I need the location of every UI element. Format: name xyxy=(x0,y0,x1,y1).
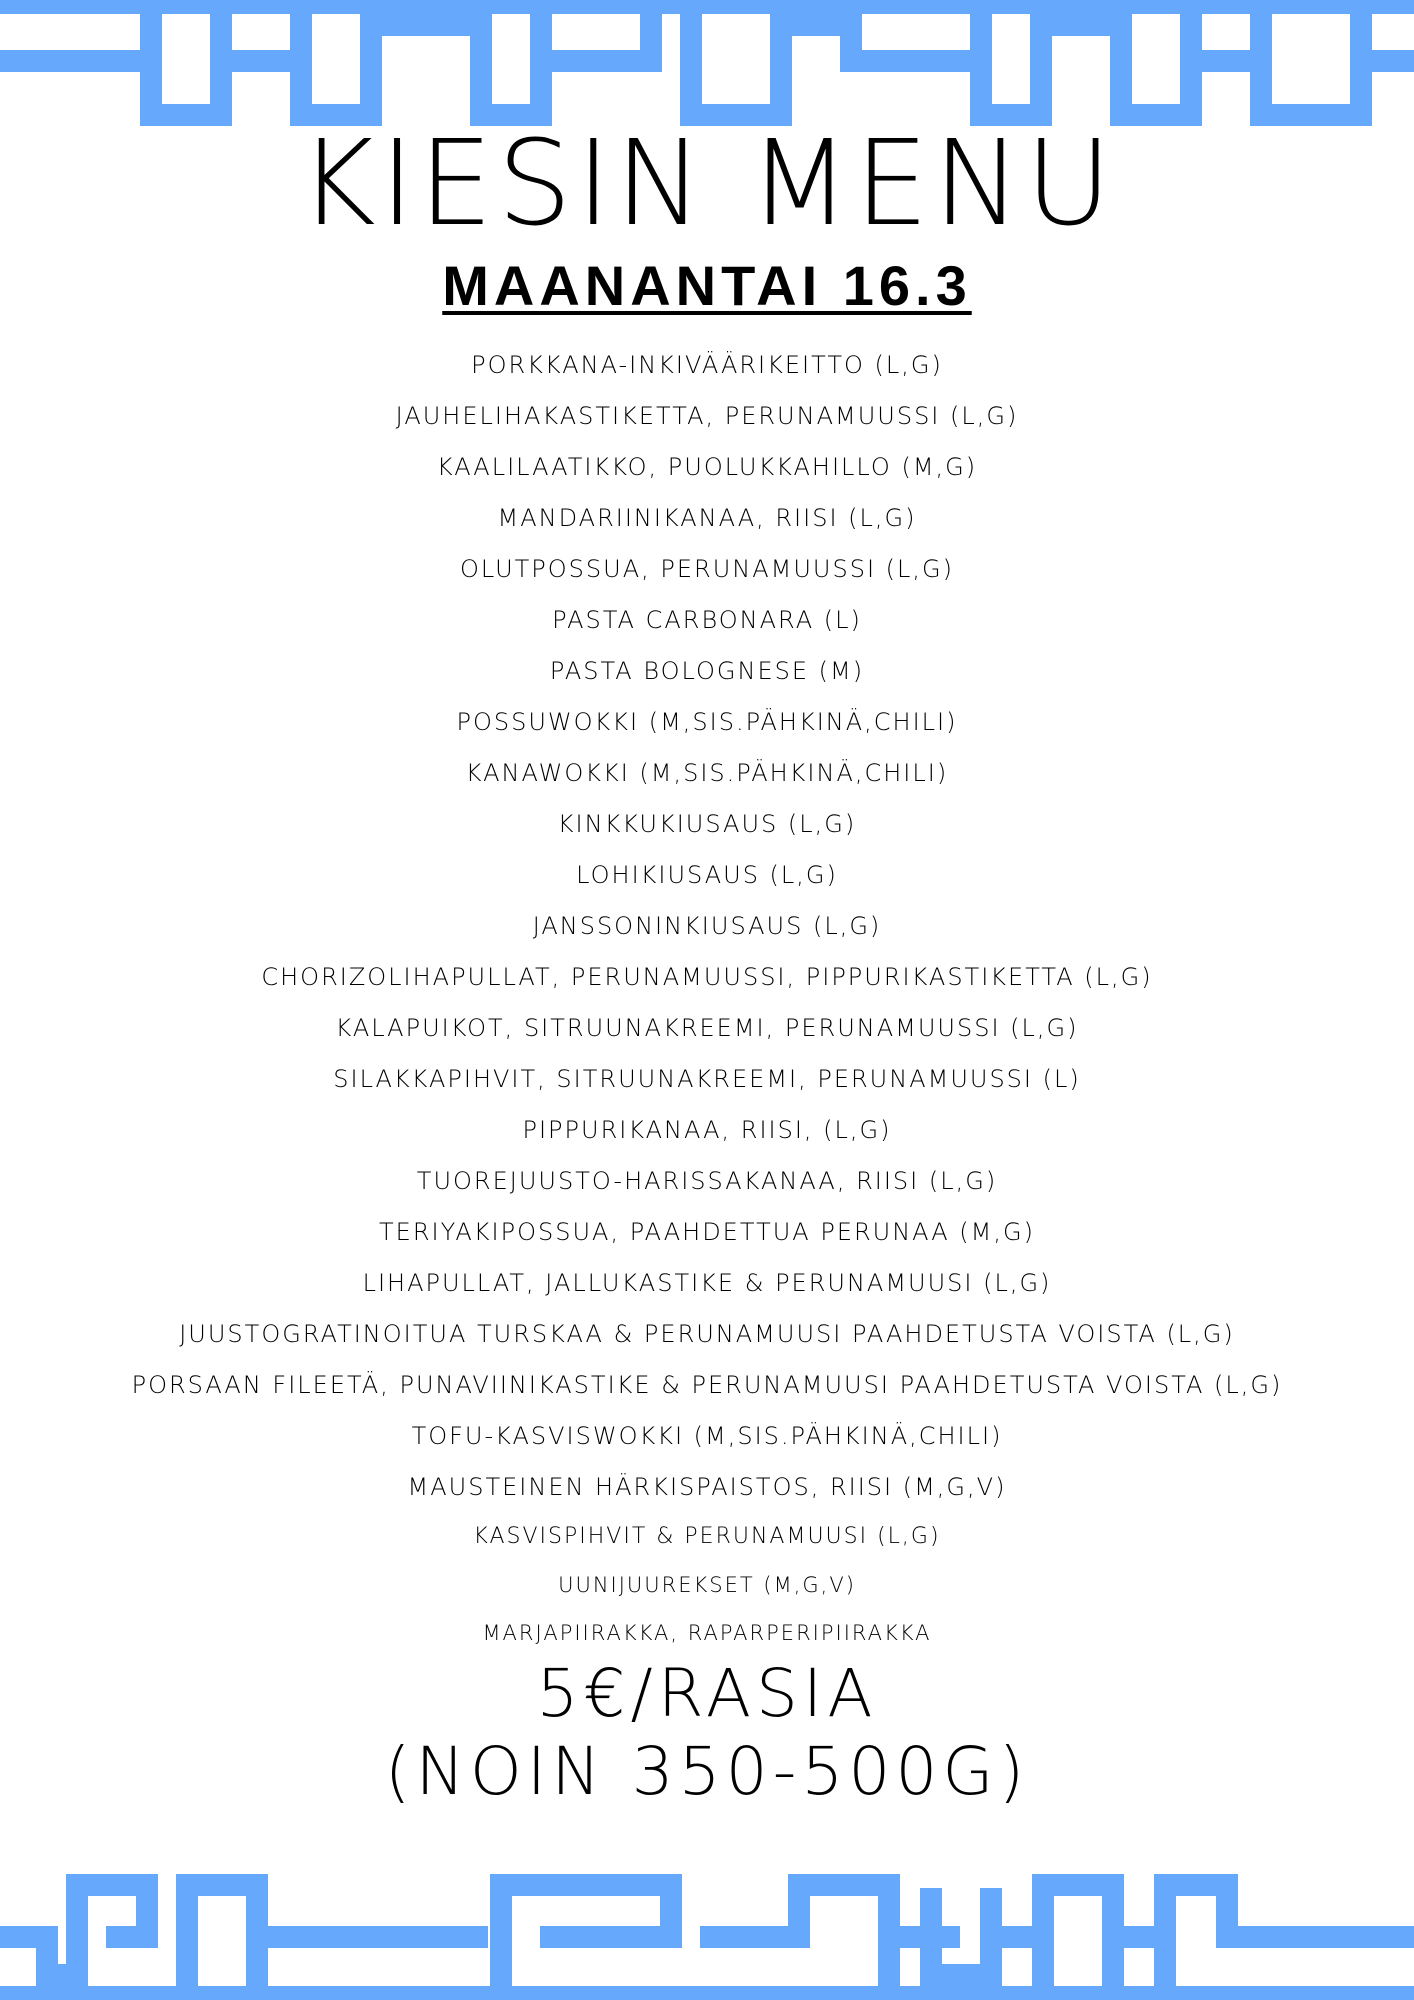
menu-item: SILAKKAPIHVIT, SITRUUNAKREEMI, PERUNAMUUSSI (L) xyxy=(333,1065,1081,1093)
price-per-box: 5€/RASIA xyxy=(536,1655,878,1732)
menu-item: CHORIZOLIHAPULLAT, PERUNAMUUSSI, PIPPURIKASTIKETTA (L,G) xyxy=(261,963,1153,991)
menu-item: JAUHELIHAKASTIKETTA, PERUNAMUUSSI (L,G) xyxy=(395,402,1019,430)
menu-item-list xyxy=(0,340,1414,1657)
menu-day-text: MAANANTAI 16.3 xyxy=(442,254,972,317)
menu-item: PIPPURIKANAA, RIISI, (L,G) xyxy=(522,1116,892,1144)
top-decorative-border xyxy=(0,0,1414,130)
menu-day-heading xyxy=(0,252,1414,320)
menu-item: TERIYAKIPOSSUA, PAAHDETTUA PERUNAA (M,G) xyxy=(379,1218,1035,1246)
menu-item: OLUTPOSSUA, PERUNAMUUSSI (L,G) xyxy=(460,555,954,583)
menu-item: JANSSONINKIUSAUS (L,G) xyxy=(532,912,882,940)
menu-item: MAUSTEINEN HÄRKISPAISTOS, RIISI (M,G,V) xyxy=(407,1473,1007,1501)
menu-item: PORSAAN FILEETÄ, PUNAVIINIKASTIKE & PERUNAMUUSI PAAHDETUSTA VOISTA (L,G) xyxy=(131,1371,1283,1399)
menu-item: LOHIKIUSAUS (L,G) xyxy=(576,861,838,889)
menu-item: KINKKUKIUSAUS (L,G) xyxy=(557,810,857,838)
menu-item: PORKKANA-INKIVÄÄRIKEITTO (L,G) xyxy=(471,351,943,379)
bottom-decorative-border xyxy=(0,1868,1414,2000)
menu-title: KIESIN MENU xyxy=(298,114,1116,252)
price-info xyxy=(0,1655,1414,1811)
menu-item: MANDARIINIKANAA, RIISI (L,G) xyxy=(497,504,917,532)
portion-size: (NOIN 350-500G) xyxy=(384,1733,1030,1810)
menu-item: UUNIJUUREKSET (M,G,V) xyxy=(558,1573,856,1597)
menu-item: KANAWOKKI (M,SIS.PÄHKINÄ,CHILI) xyxy=(465,759,949,787)
menu-item: KALAPUIKOT, SITRUUNAKREEMI, PERUNAMUUSSI (L,G) xyxy=(335,1014,1079,1042)
menu-item: MARJAPIIRAKKA, RAPARPERIPIIRAKKA xyxy=(482,1621,932,1645)
menu-item: TOFU-KASVISWOKKI (M,SIS.PÄHKINÄ,CHILI) xyxy=(411,1422,1003,1450)
menu-item: KAALILAATIKKO, PUOLUKKAHILLO (M,G) xyxy=(436,453,978,481)
menu-item: KASVISPIHVIT & PERUNAMUUSI (L,G) xyxy=(473,1524,941,1549)
menu-item: POSSUWOKKI (M,SIS.PÄHKINÄ,CHILI) xyxy=(456,708,958,736)
menu-item: JUUSTOGRATINOITUA TURSKAA & PERUNAMUUSI PAAHDETUSTA VOISTA (L,G) xyxy=(179,1320,1235,1348)
menu-item: PASTA BOLOGNESE (M) xyxy=(549,657,865,685)
menu-item: PASTA CARBONARA (L) xyxy=(552,606,862,634)
menu-item: LIHAPULLAT, JALLUKASTIKE & PERUNAMUUSI (L,G) xyxy=(362,1269,1052,1297)
menu-item: TUOREJUUSTO-HARISSAKANAA, RIISI (L,G) xyxy=(416,1167,998,1195)
